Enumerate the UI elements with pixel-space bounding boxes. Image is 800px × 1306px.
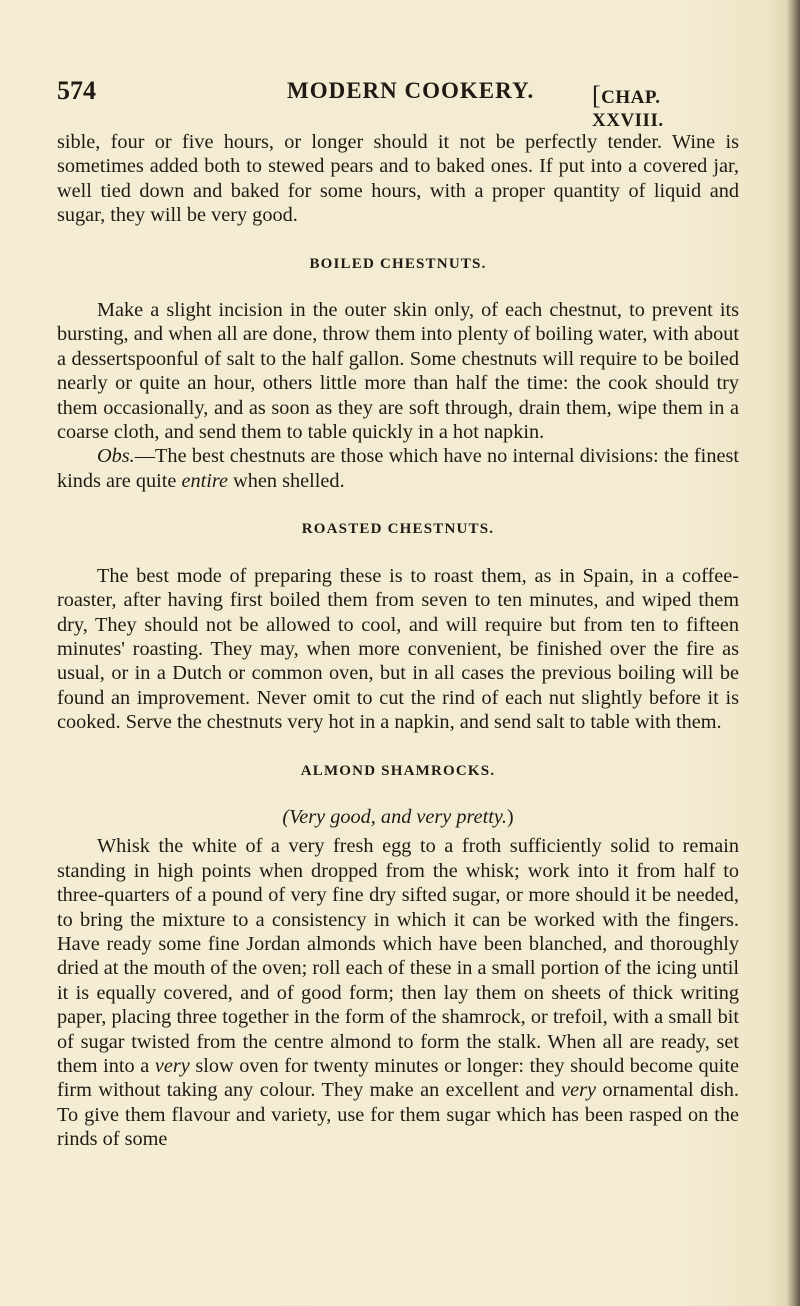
heading-boiled-chestnuts: BOILED CHESTNUTS. xyxy=(309,255,487,272)
subtitle-open-paren: ( xyxy=(282,805,290,828)
almond-subtitle xyxy=(57,805,739,829)
paragraph-almond-shamrocks xyxy=(57,834,739,1151)
chapter-bracket: [ xyxy=(592,81,602,110)
obs-label: Obs. xyxy=(97,445,135,468)
obs-text-a: —The best chestnuts are those which have no internal divisions: the finest kinds are quite xyxy=(57,445,739,492)
chapter-label xyxy=(592,80,737,132)
almond-text-1: Whisk the white of a very fresh egg to a froth sufficiently solid to remain standing in high points when dropped from the whisk; work into it from half to three-quarters of a pound of very fine dry sifted sugar, or more should it be needed, to bring the mixture to a consistency in which it can be worked with the fingers. Have ready some fine Jordan almonds which have been blanched, and thoroughly dried at the mouth of the oven; roll each of these in a small portion of the icing until it is equally covered, and of good form; then lay them on sheets of thick writing paper, placing three together in the form of the shamrock, or trefoil, with a small bit of sugar twisted from the centre almond to form the stalk. When all are ready, set them into a xyxy=(57,835,739,1077)
almond-text-2: slow oven for twenty minutes or longer: they should become quite firm without taking any colour. They make an excellent and xyxy=(57,1055,739,1102)
subtitle-very-good: Very good xyxy=(289,805,371,828)
almond-italic-very-2: very xyxy=(561,1079,596,1102)
paragraph-boiled-chestnuts: Make a slight incision in the outer skin only, of each chestnut, to prevent its bursting, and when all are done, throw them into plenty of boiling water, with about a dessertspoonful of salt to the half gallon. Some chestnuts will require to be boiled nearly or quite an hour, others little more than half the time: the cook should try them occasionally, and as soon as they are soft through, drain them, wipe them in a coarse cloth, and send them to table quickly in a hot napkin. xyxy=(57,299,739,444)
page-header xyxy=(57,76,737,131)
obs-paragraph xyxy=(57,444,739,493)
running-title: MODERN COOKERY. xyxy=(287,78,535,103)
page-body xyxy=(57,130,739,1152)
obs-italic-entire: entire xyxy=(181,469,229,492)
almond-text-3: ornamental dish. To give them flavour and variety, use for them sugar which has been rasped on the rinds of some xyxy=(57,1079,739,1151)
chapter-text: CHAP. XXVIII. xyxy=(592,87,664,131)
subtitle-close-paren: ) xyxy=(506,805,514,828)
paragraph-roasted-chestnuts: The best mode of preparing these is to roast them, as in Spain, in a coffee-roaster, after having first boiled them from seven to ten minutes, and wiped them dry, They should not be allowed to cool, and will require but from ten to fifteen minutes' roasting. They may, when more convenient, be finished over the fire as usual, or in a Dutch or common oven, but in all cases the previous boiling will be found an improvement. Never omit to cut the rind of each nut slightly before it is cooked. Serve the chestnuts very hot in a napkin, and send salt to table with them. xyxy=(57,564,739,734)
continued-paragraph: sible, four or five hours, or longer should it not be perfectly tender. Wine is sometimes added both to stewed pears and to baked ones. If put into a covered jar, well tied down and baked for some hours, with a proper quantity of liquid and sugar, they will be very good. xyxy=(57,131,739,227)
subtitle-very-pretty: and very pretty. xyxy=(380,805,507,828)
heading-almond-shamrocks: ALMOND SHAMROCKS. xyxy=(300,762,496,779)
obs-text-b: when shelled. xyxy=(228,469,345,492)
heading-roasted-chestnuts: ROASTED CHESTNUTS. xyxy=(301,521,495,538)
page-edge-shadow xyxy=(786,0,800,1306)
almond-italic-very-1: very xyxy=(154,1055,190,1077)
subtitle-comma: , xyxy=(370,805,381,828)
page-number: 574 xyxy=(57,76,96,105)
